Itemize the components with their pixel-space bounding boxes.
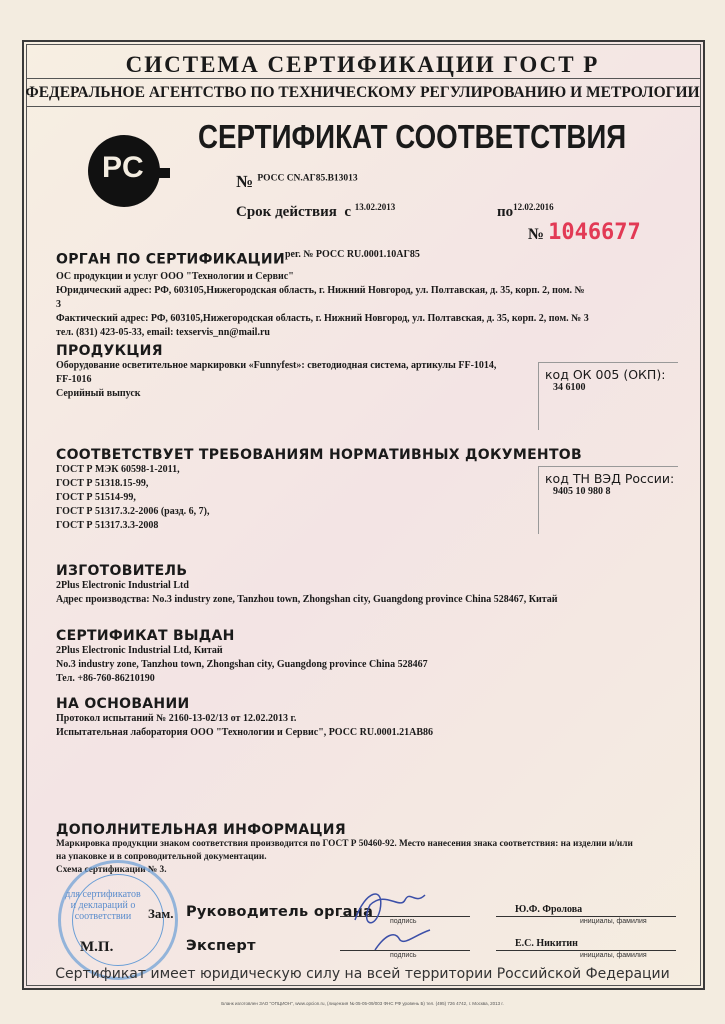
cert-number: РОСС CN.АГ85.В13013 (257, 173, 358, 184)
certificate-title: СЕРТИФИКАТ СООТВЕТСТВИЯ (198, 118, 627, 155)
norm-line: ГОСТ Р 51318.15-99, (56, 478, 149, 489)
validity-label: Срок действия (236, 204, 337, 220)
issued-section (56, 628, 428, 686)
organ-line: Фактический адрес: РФ, 603105,Нижегородская область, г. Нижний Новгород, ул. Полтавская, д. 35, корп. 2, пом. № 3 (56, 313, 589, 325)
divider (26, 78, 701, 79)
organ-line: ОС продукции и услуг ООО "Технологии и Сервис" (56, 271, 294, 283)
rst-logo-t (158, 168, 170, 178)
norms-heading: СООТВЕТСТВУЕТ ТРЕБОВАНИЯМ НОРМАТИВНЫХ ДОКУМЕНТОВ (56, 447, 582, 463)
organ-reg: рег. № РОСС RU.0001.10АГ85 (284, 249, 420, 260)
system-title: СИСТЕМА СЕРТИФИКАЦИИ ГОСТ Р (125, 52, 600, 77)
okp-label: код ОК 005 (ОКП): (545, 367, 666, 382)
blank-footer: Бланк изготовлен ЗАО "ОПЦИОН", www.opcion.ru, (лицензия № 05-05-09/003 ФНС РФ уровень Б) тел. (495) 726 4742, г. Москва, 2013 г. (221, 1001, 504, 1006)
norm-line: ГОСТ Р МЭК 60598-1-2011, (56, 464, 180, 475)
issued-heading: СЕРТИФИКАТ ВЫДАН (56, 628, 235, 644)
organ-line: тел. (831) 423-05-33, email: texservis_nn@mail.ru (56, 327, 270, 339)
product-line: FF-1016 (56, 374, 92, 385)
tnved-code: 9405 10 980 8 (553, 486, 611, 497)
expert-signature-line (340, 950, 470, 951)
agency-title: ФЕДЕРАЛЬНОЕ АГЕНТСТВО ПО ТЕХНИЧЕСКОМУ РЕГУЛИРОВАНИЮ И МЕТРОЛОГИИ (25, 84, 700, 101)
name-caption: инициалы, фамилия (580, 952, 647, 959)
maker-heading: ИЗГОТОВИТЕЛЬ (56, 563, 188, 579)
norm-line: ГОСТ Р 51317.3.2-2006 (разд. 6, 7), (56, 506, 210, 517)
basis-line: Протокол испытаний № 2160-13-02/13 от 12.02.2013 г. (56, 713, 297, 724)
head-prefix: Зам. (148, 906, 174, 921)
divider (26, 106, 701, 107)
product-line: Серийный выпуск (56, 388, 141, 399)
organ-line: 3 (56, 299, 61, 311)
basis-line: Испытательная лаборатория ООО "Технологии и Сервис", РОСС RU.0001.21АВ86 (56, 727, 433, 738)
organ-section (56, 248, 589, 340)
rst-logo: PC (88, 135, 160, 207)
expert-name: Е.С. Никитин (515, 938, 578, 949)
organ-heading: ОРГАН ПО СЕРТИФИКАЦИИ (56, 251, 285, 268)
name-caption: инициалы, фамилия (580, 918, 647, 925)
basis-section (56, 696, 433, 740)
head-name-line (496, 916, 676, 917)
basis-heading: НА ОСНОВАНИИ (56, 696, 190, 712)
from-label: с (344, 204, 352, 220)
mp-label: М.П. (80, 939, 114, 955)
to-label: по (497, 204, 514, 220)
extra-heading: ДОПОЛНИТЕЛЬНАЯ ИНФОРМАЦИЯ (56, 822, 346, 838)
norm-line: ГОСТ Р 51317.3.3-2008 (56, 520, 159, 531)
organ-line: Юридический адрес: РФ, 603105,Нижегородская область, г. Нижний Новгород, ул. Полтавская, д. 35, корп. 2, пом. № (56, 285, 585, 297)
head-name: Ю.Ф. Фролова (515, 904, 583, 915)
validity-note: Сертификат имеет юридическую силу на всей территории Российской Федерации (55, 966, 670, 982)
tnved-code-box (538, 466, 678, 534)
stamp-text: для сертификатов и деклараций о соответствии (65, 889, 141, 922)
issued-line: Тел. +86-760-86210190 (56, 673, 155, 684)
extra-line: Схема сертификации № 3. (56, 865, 167, 875)
valid-to: 12.02.2016 (513, 202, 554, 212)
expert-name-line (496, 950, 676, 951)
product-heading: ПРОДУКЦИЯ (56, 343, 163, 359)
extra-line: Маркировка продукции знаком соответствия производится по ГОСТ Р 50460-92. Место нанесения знака соответствия: на изделии и/или (56, 839, 633, 849)
sig-caption: подпись (390, 952, 417, 959)
blank-number: 1046677 (548, 220, 641, 245)
expert-label: Эксперт (186, 938, 256, 954)
product-section (56, 343, 496, 401)
valid-from: 13.02.2013 (354, 202, 396, 212)
no-label: № (528, 226, 545, 243)
no-label: № (236, 172, 254, 191)
validity-row (236, 202, 395, 221)
norms-section (56, 447, 582, 533)
product-line: Оборудование осветительное маркировки «Funnyfest»: светодиодная система, артикулы FF-1014, (56, 360, 497, 371)
norm-line: ГОСТ Р 51514-99, (56, 492, 136, 503)
sig-caption: подпись (390, 918, 417, 925)
issued-line: No.3 industry zone, Tanzhou town, Zhongshan city, Guangdong province China 528467 (56, 659, 428, 670)
maker-line: Адрес производства: No.3 industry zone, Tanzhou town, Zhongshan city, Guangdong province China 528467, Китай (56, 594, 558, 605)
cert-number-row (236, 172, 358, 192)
tnved-label: код ТН ВЭД России: (545, 471, 675, 486)
blank-number-row (528, 220, 641, 248)
extra-line: на упаковке и в сопроводительной документации. (56, 852, 267, 862)
signature-scribble (345, 880, 435, 955)
issued-line: 2Plus Electronic Industrial Ltd, Китай (56, 645, 223, 656)
validity-to (497, 202, 554, 221)
okp-code-box (538, 362, 678, 430)
okp-code: 34 6100 (553, 382, 586, 393)
maker-section (56, 563, 558, 607)
maker-line: 2Plus Electronic Industrial Ltd (56, 580, 189, 591)
head-label: Руководитель органа (186, 904, 374, 920)
